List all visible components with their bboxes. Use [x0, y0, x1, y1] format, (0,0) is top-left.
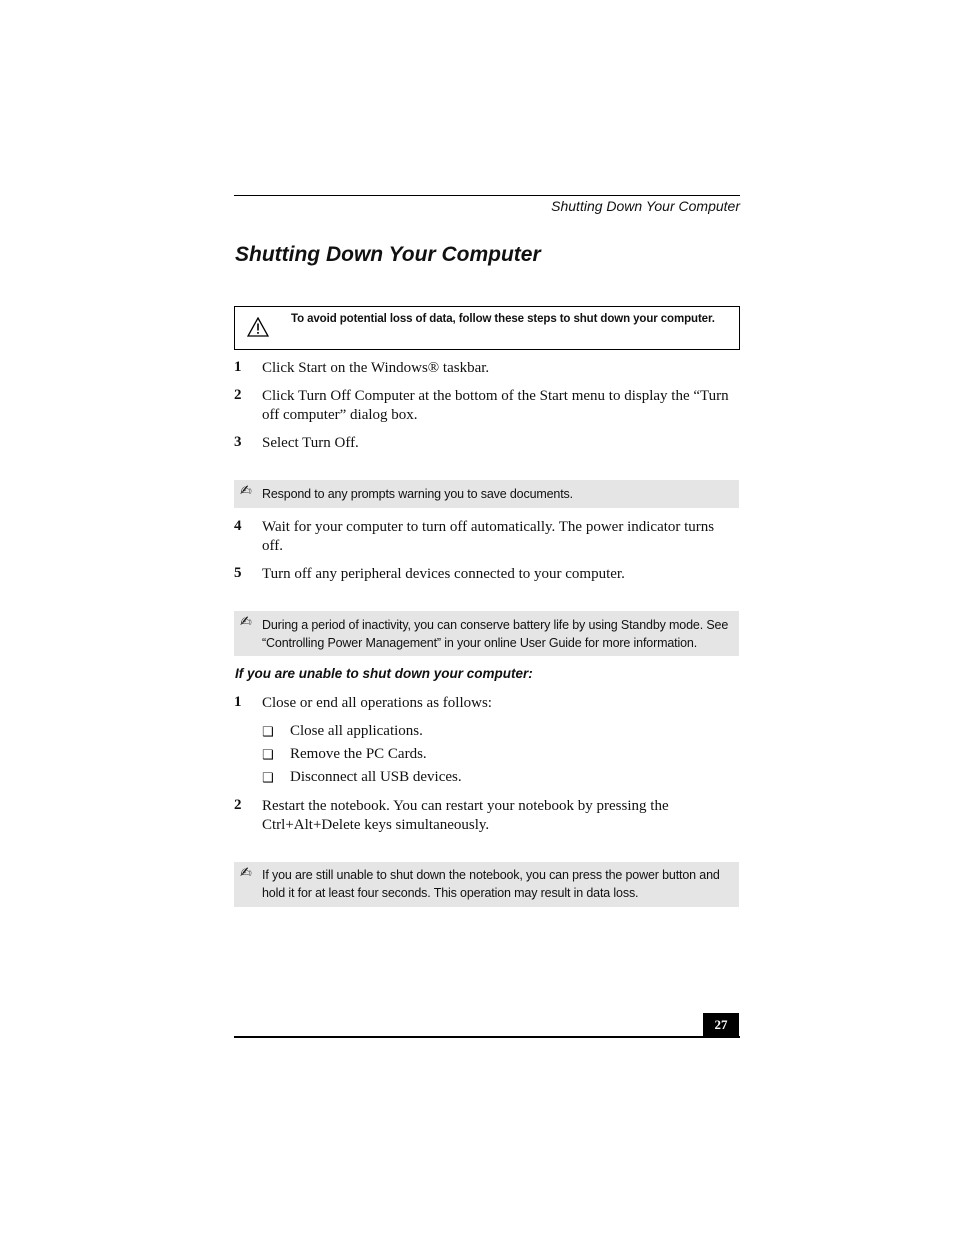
step-text: Click Start on the Windows® taskbar.: [262, 360, 490, 376]
warning-triangle-icon: [247, 317, 269, 337]
step-text: Close or end all operations as follows:: [262, 695, 492, 711]
step-number: 3: [234, 434, 242, 450]
step-number: 1: [234, 359, 242, 375]
note-box: [234, 480, 739, 508]
bullet-text: Remove the PC Cards.: [290, 746, 427, 762]
step-text: Select Turn Off.: [262, 435, 359, 451]
header-rule: [234, 195, 740, 196]
checkbox-bullet-icon: ❑: [262, 725, 274, 740]
checkbox-bullet-icon: ❑: [262, 748, 274, 763]
note-box: [234, 862, 739, 907]
note-text: During a period of inactivity, you can conserve battery life by using Standby mode. See “Controlling Power Management” in your online User Guide for more information.: [262, 618, 729, 650]
step-number: 5: [234, 565, 242, 581]
step-number: 2: [234, 387, 242, 403]
subheading: If you are unable to shut down your computer:: [235, 666, 533, 681]
warning-text: To avoid potential loss of data, follow these steps to shut down your computer.: [291, 313, 715, 325]
running-title: Shutting Down Your Computer: [551, 198, 740, 214]
note-text: Respond to any prompts warning you to save documents.: [262, 487, 573, 501]
pencil-note-icon: ✍: [240, 614, 252, 630]
pencil-note-icon: ✍: [240, 865, 252, 881]
page-number: 27: [703, 1013, 739, 1036]
step-number: 1: [234, 694, 242, 710]
step-number: 2: [234, 797, 242, 813]
step-text: Wait for your computer to turn off automatically. The power indicator turns off.: [262, 519, 715, 554]
step-text: Click Turn Off Computer at the bottom of the Start menu to display the “Turn off computer” dialog box.: [262, 388, 729, 423]
note-box: [234, 611, 739, 656]
bullet-text: Close all applications.: [290, 723, 423, 739]
footer-rule: [234, 1036, 740, 1038]
note-text: If you are still unable to shut down the notebook, you can press the power button and hold it for at least four seconds. This operation may result in data loss.: [262, 868, 720, 900]
step-text: Restart the notebook. You can restart your notebook by pressing the Ctrl+Alt+Delete keys simultaneously.: [262, 798, 669, 833]
pencil-note-icon: ✍: [240, 483, 252, 499]
bullet-text: Disconnect all USB devices.: [290, 769, 462, 785]
step-text: Turn off any peripheral devices connected to your computer.: [262, 566, 625, 582]
step-number: 4: [234, 518, 242, 534]
warning-box: [234, 306, 740, 350]
checkbox-bullet-icon: ❑: [262, 771, 274, 786]
page-title: Shutting Down Your Computer: [235, 243, 541, 266]
